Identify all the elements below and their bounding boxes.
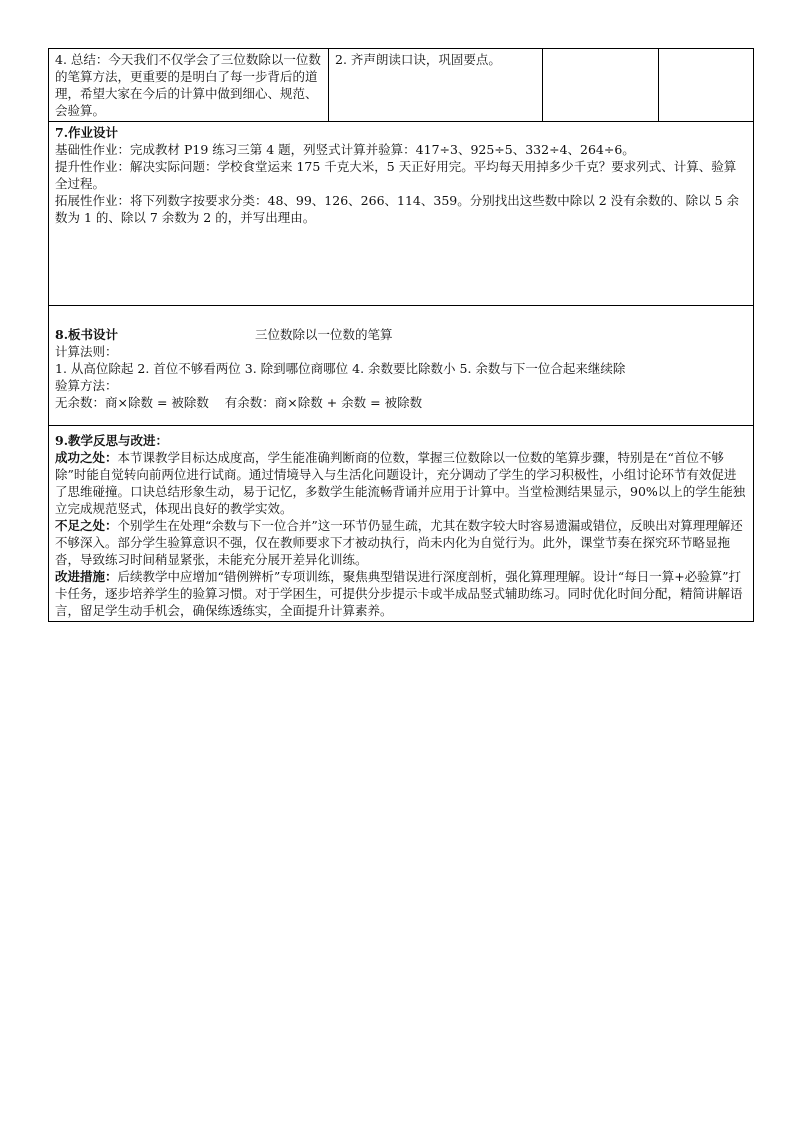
- success-label: 成功之处：: [55, 450, 118, 465]
- check-formulas: 无余数：商×除数 = 被除数 有余数：商×除数 + 余数 = 被除数: [55, 395, 423, 410]
- improve-label: 改进措施：: [55, 569, 118, 584]
- activity-row: [49, 49, 754, 122]
- shortfall-text: 个别学生在处理“余数与下一位合并”这一环节仍显生疏，尤其在数字较大时容易遗漏或错位，反映出对算理理解还不够深入。部分学生验算意识不强，仅在教师要求下才被动执行，尚未内化为自觉行为。此外，课堂节奏在探究环节略显拖沓，导致练习时间稍显紧张，未能充分展开差异化训练。: [55, 518, 743, 567]
- rules-label: 计算法则：: [55, 344, 118, 359]
- summary-text: 4. 总结：今天我们不仅学会了三位数除以一位数的笔算方法，更重要的是明白了每一步背后的道理，希望大家在今后的计算中做到细心、规范、会验算。: [55, 52, 321, 118]
- improve-text: 后续教学中应增加“错例辨析”专项训练，聚焦典型错误进行深度剖析，强化算理理解。设计“每日一算+必验算”打卡任务，逐步培养学生的验算习惯。对于学困生，可提供分步提示卡或半成品竖式辅助练习。同时优化时间分配，精简讲解语言，留足学生动手机会，确保练透练实，全面提升计算素养。: [55, 569, 743, 618]
- lesson-plan-table: [48, 48, 754, 622]
- reflection-row: [49, 426, 754, 622]
- improve-paragraph: [55, 568, 747, 619]
- empty-cell-4: [659, 49, 754, 122]
- success-paragraph: [55, 449, 747, 517]
- homework-row: [49, 122, 754, 306]
- rules-text: 1. 从高位除起 2. 首位不够看两位 3. 除到哪位商哪位 4. 余数要比除数小 5. 余数与下一位合起来继续除: [55, 361, 626, 376]
- board-title: 三位数除以一位数的笔算: [255, 327, 393, 342]
- homework-improve: 提升性作业：解决实际问题：学校食堂运来 175 千克大米，5 天正好用完。平均每天用掉多少千克？要求列式、计算、验算全过程。: [55, 159, 737, 191]
- chant-text: 2. 齐声朗读口诀，巩固要点。: [335, 52, 501, 67]
- check-label: 验算方法：: [55, 378, 118, 393]
- success-text: 本节课教学目标达成度高，学生能准确判断商的位数，掌握三位数除以一位数的笔算步骤，特别是在“首位不够除”时能自觉转向前两位进行试商。通过情境导入与生活化问题设计，充分调动了学生的学习积极性，小组讨论环节有效促进了思维碰撞。口诀总结形象生动，易于记忆，多数学生能流畅背诵并应用于计算中。当堂检测结果显示，90%以上的学生能独立完成规范竖式，体现出良好的教学实效。: [55, 450, 746, 516]
- reflection-heading: 9.教学反思与改进：: [55, 433, 169, 448]
- student-activity-cell: [329, 49, 543, 122]
- board-heading: 8.板书设计: [55, 327, 119, 342]
- board-section: [49, 306, 754, 426]
- homework-section: [49, 122, 754, 306]
- shortfall-label: 不足之处：: [55, 518, 118, 533]
- empty-cell-3: [543, 49, 659, 122]
- shortfall-paragraph: [55, 517, 747, 568]
- reflection-section: [49, 426, 754, 622]
- teacher-activity-cell: [49, 49, 329, 122]
- board-row: [49, 306, 754, 426]
- homework-heading: 7.作业设计: [55, 125, 119, 140]
- homework-basic: 基础性作业：完成教材 P19 练习三第 4 题，列竖式计算并验算：417÷3、925÷5、332÷4、264÷6。: [55, 142, 635, 157]
- homework-extend: 拓展性作业：将下列数字按要求分类：48、99、126、266、114、359。分别找出这些数中除以 2 没有余数的、除以 5 余数为 1 的、除以 7 余数为 2 的，并写出理由。: [55, 193, 740, 225]
